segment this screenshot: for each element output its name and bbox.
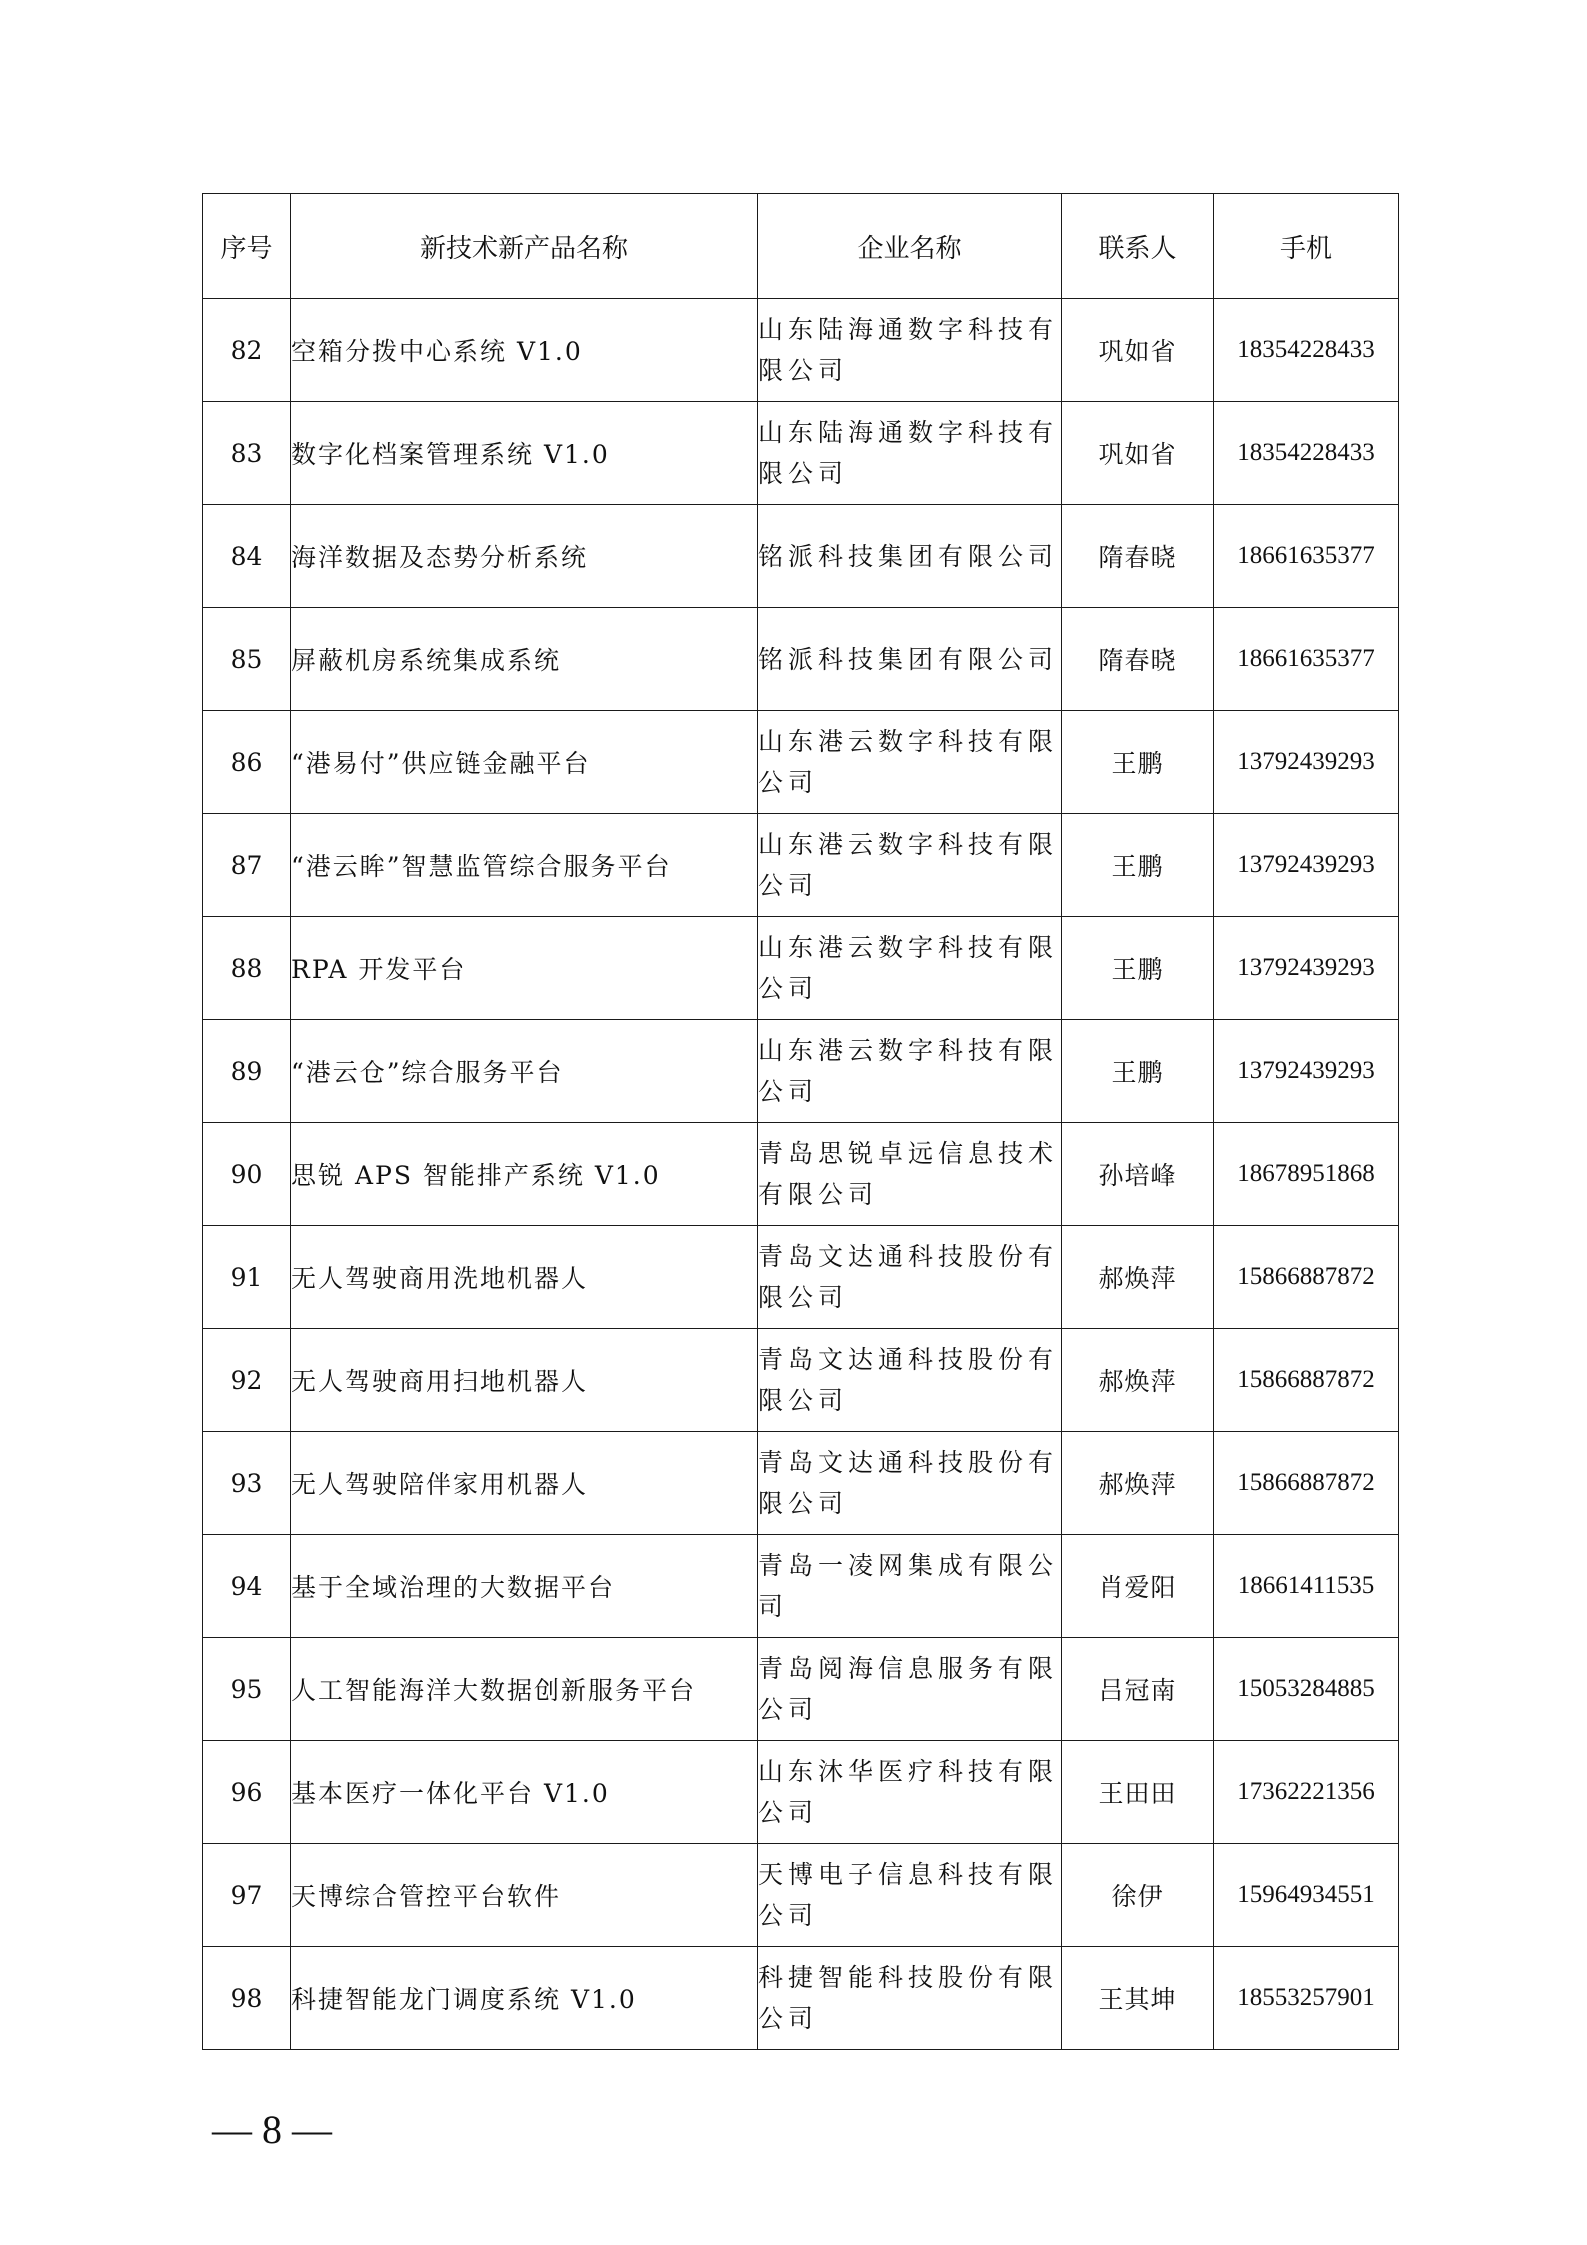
header-phone: 手机	[1214, 194, 1399, 299]
table-row	[203, 917, 1399, 1020]
cell-phone: 15866887872	[1214, 1226, 1399, 1329]
product-table	[202, 193, 1399, 2050]
cell-product: RPA 开发平台	[291, 917, 758, 1020]
cell-contact: 吕冠南	[1062, 1638, 1214, 1741]
cell-contact: 郝焕萍	[1062, 1329, 1214, 1432]
cell-num: 94	[203, 1535, 291, 1638]
cell-phone: 18354228433	[1214, 299, 1399, 402]
cell-company: 铭派科技集团有限公司	[758, 608, 1062, 711]
cell-contact: 巩如省	[1062, 402, 1214, 505]
header-contact: 联系人	[1062, 194, 1214, 299]
cell-contact: 王鹏	[1062, 711, 1214, 814]
cell-company: 青岛文达通科技股份有限公司	[758, 1226, 1062, 1329]
cell-company: 山东陆海通数字科技有限公司	[758, 402, 1062, 505]
cell-phone: 18354228433	[1214, 402, 1399, 505]
cell-product: 无人驾驶陪伴家用机器人	[291, 1432, 758, 1535]
cell-company: 铭派科技集团有限公司	[758, 505, 1062, 608]
table-row	[203, 402, 1399, 505]
cell-contact: 巩如省	[1062, 299, 1214, 402]
cell-company: 青岛文达通科技股份有限公司	[758, 1329, 1062, 1432]
cell-contact: 隋春晓	[1062, 505, 1214, 608]
cell-phone: 15866887872	[1214, 1432, 1399, 1535]
cell-contact: 郝焕萍	[1062, 1432, 1214, 1535]
table-row	[203, 1947, 1399, 2050]
cell-phone: 18661635377	[1214, 608, 1399, 711]
cell-phone: 18678951868	[1214, 1123, 1399, 1226]
cell-contact: 肖爱阳	[1062, 1535, 1214, 1638]
table-row	[203, 814, 1399, 917]
cell-contact: 王其坤	[1062, 1947, 1214, 2050]
table-row	[203, 711, 1399, 814]
table-row	[203, 1020, 1399, 1123]
cell-product: 无人驾驶商用扫地机器人	[291, 1329, 758, 1432]
cell-product: 人工智能海洋大数据创新服务平台	[291, 1638, 758, 1741]
table-row	[203, 608, 1399, 711]
cell-phone: 15866887872	[1214, 1329, 1399, 1432]
cell-num: 91	[203, 1226, 291, 1329]
cell-num: 83	[203, 402, 291, 505]
cell-product: 天博综合管控平台软件	[291, 1844, 758, 1947]
cell-num: 87	[203, 814, 291, 917]
cell-company: 山东港云数字科技有限公司	[758, 1020, 1062, 1123]
table-row	[203, 505, 1399, 608]
cell-contact: 隋春晓	[1062, 608, 1214, 711]
table-header-row	[203, 194, 1399, 299]
cell-num: 86	[203, 711, 291, 814]
cell-product: 基于全域治理的大数据平台	[291, 1535, 758, 1638]
cell-company: 山东港云数字科技有限公司	[758, 917, 1062, 1020]
cell-product: 数字化档案管理系统 V1.0	[291, 402, 758, 505]
cell-company: 青岛一凌网集成有限公司	[758, 1535, 1062, 1638]
cell-product: 空箱分拨中心系统 V1.0	[291, 299, 758, 402]
cell-num: 93	[203, 1432, 291, 1535]
cell-product: “港云眸”智慧监管综合服务平台	[291, 814, 758, 917]
cell-product: 科捷智能龙门调度系统 V1.0	[291, 1947, 758, 2050]
cell-phone: 15964934551	[1214, 1844, 1399, 1947]
header-product: 新技术新产品名称	[291, 194, 758, 299]
cell-num: 82	[203, 299, 291, 402]
cell-company: 山东港云数字科技有限公司	[758, 711, 1062, 814]
cell-contact: 王鹏	[1062, 1020, 1214, 1123]
cell-company: 青岛思锐卓远信息技术有限公司	[758, 1123, 1062, 1226]
cell-phone: 15053284885	[1214, 1638, 1399, 1741]
cell-phone: 18661411535	[1214, 1535, 1399, 1638]
table-row	[203, 1638, 1399, 1741]
cell-num: 88	[203, 917, 291, 1020]
cell-phone: 18661635377	[1214, 505, 1399, 608]
cell-contact: 王田田	[1062, 1741, 1214, 1844]
table-row	[203, 1844, 1399, 1947]
cell-num: 96	[203, 1741, 291, 1844]
cell-phone: 13792439293	[1214, 814, 1399, 917]
cell-num: 85	[203, 608, 291, 711]
cell-contact: 郝焕萍	[1062, 1226, 1214, 1329]
cell-num: 84	[203, 505, 291, 608]
table-row	[203, 1329, 1399, 1432]
cell-product: 屏蔽机房系统集成系统	[291, 608, 758, 711]
cell-company: 天博电子信息科技有限公司	[758, 1844, 1062, 1947]
cell-num: 98	[203, 1947, 291, 2050]
cell-product: 思锐 APS 智能排产系统 V1.0	[291, 1123, 758, 1226]
cell-company: 科捷智能科技股份有限公司	[758, 1947, 1062, 2050]
cell-company: 山东沐华医疗科技有限公司	[758, 1741, 1062, 1844]
cell-phone: 13792439293	[1214, 1020, 1399, 1123]
cell-company: 山东陆海通数字科技有限公司	[758, 299, 1062, 402]
table-row	[203, 299, 1399, 402]
cell-contact: 王鹏	[1062, 814, 1214, 917]
cell-contact: 徐伊	[1062, 1844, 1214, 1947]
cell-contact: 孙培峰	[1062, 1123, 1214, 1226]
cell-num: 95	[203, 1638, 291, 1741]
table-row	[203, 1741, 1399, 1844]
table-row	[203, 1432, 1399, 1535]
table-row	[203, 1535, 1399, 1638]
cell-phone: 18553257901	[1214, 1947, 1399, 2050]
cell-phone: 17362221356	[1214, 1741, 1399, 1844]
cell-num: 90	[203, 1123, 291, 1226]
table-row	[203, 1226, 1399, 1329]
cell-company: 青岛文达通科技股份有限公司	[758, 1432, 1062, 1535]
cell-num: 97	[203, 1844, 291, 1947]
cell-company: 山东港云数字科技有限公司	[758, 814, 1062, 917]
header-num: 序号	[203, 194, 291, 299]
cell-num: 92	[203, 1329, 291, 1432]
cell-product: 无人驾驶商用洗地机器人	[291, 1226, 758, 1329]
page-number: — 8 —	[212, 2107, 332, 2152]
cell-phone: 13792439293	[1214, 711, 1399, 814]
header-company: 企业名称	[758, 194, 1062, 299]
cell-num: 89	[203, 1020, 291, 1123]
table-body	[203, 299, 1399, 2050]
cell-product: “港易付”供应链金融平台	[291, 711, 758, 814]
cell-company: 青岛阅海信息服务有限公司	[758, 1638, 1062, 1741]
cell-product: 海洋数据及态势分析系统	[291, 505, 758, 608]
cell-product: “港云仓”综合服务平台	[291, 1020, 758, 1123]
cell-contact: 王鹏	[1062, 917, 1214, 1020]
table-row	[203, 1123, 1399, 1226]
cell-phone: 13792439293	[1214, 917, 1399, 1020]
cell-product: 基本医疗一体化平台 V1.0	[291, 1741, 758, 1844]
